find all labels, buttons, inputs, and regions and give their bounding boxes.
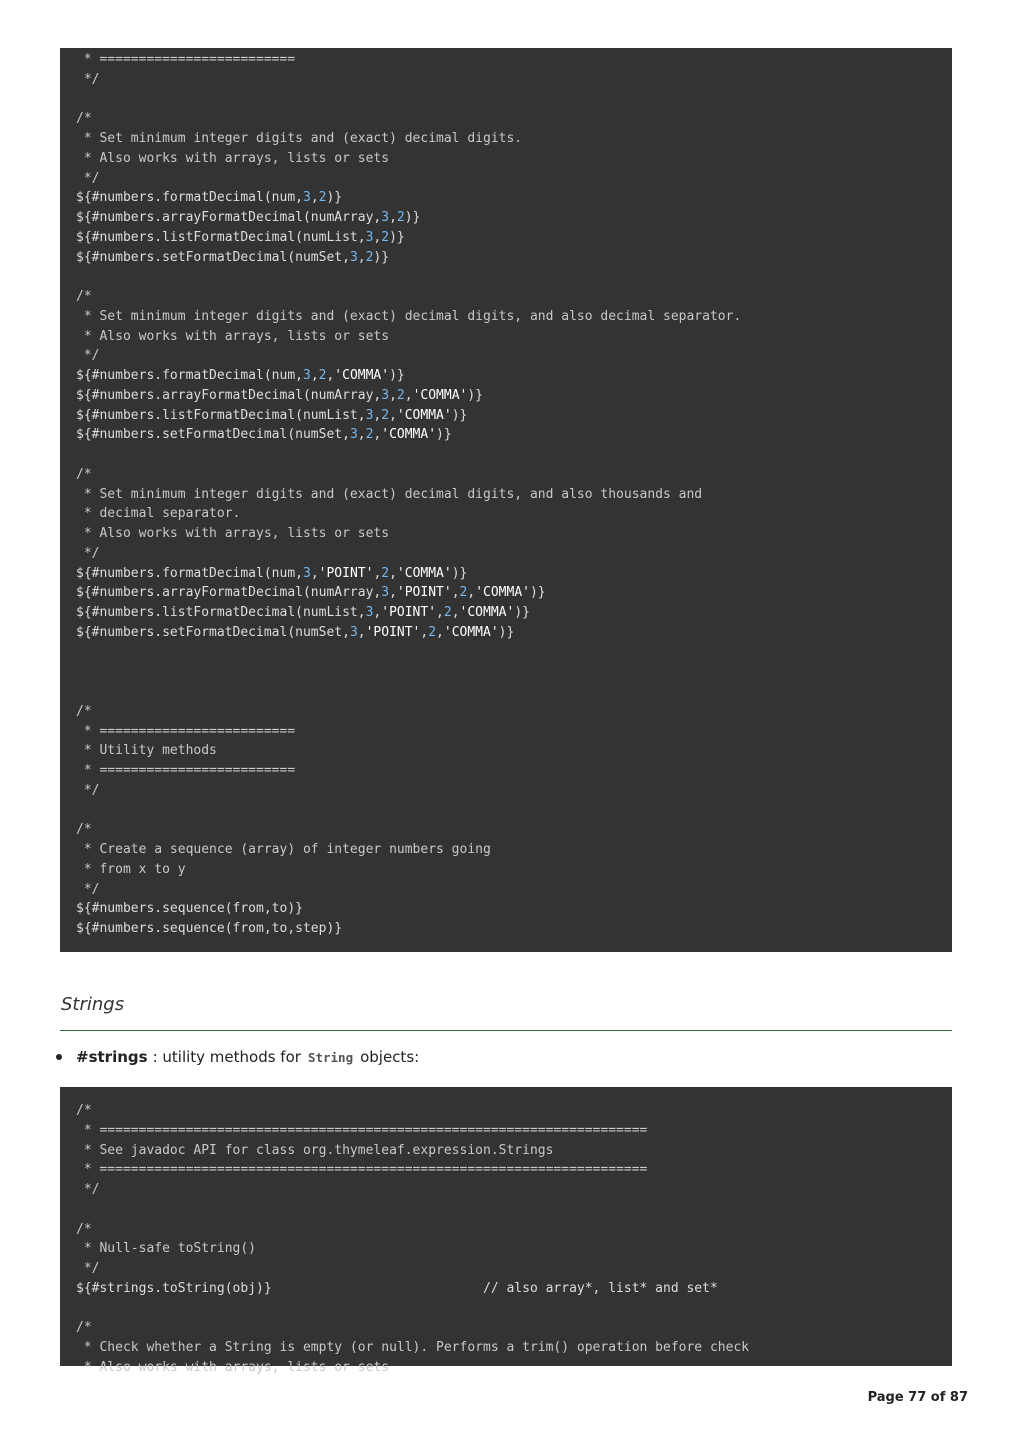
code-token: ${#numbers.formatDecimal(num, [76, 190, 303, 206]
section-divider [60, 1030, 952, 1031]
page-number: Page 77 of 87 [867, 1390, 968, 1405]
code-line [76, 524, 936, 544]
code-token: */ [76, 170, 100, 186]
code-token: * Check whether a String is empty (or null). Performs a trim() operation before check [76, 1340, 750, 1355]
code-token: */ [76, 881, 100, 897]
code-token: , [389, 387, 397, 403]
code-line [76, 425, 936, 445]
code-line [76, 840, 936, 860]
code-line [76, 307, 936, 327]
code-token: 'POINT' [381, 605, 437, 620]
code-token: * Set minimum integer digits and (exact) decimal digits, and also decimal separator. [76, 308, 742, 324]
code-line [76, 149, 936, 169]
code-line [76, 682, 936, 702]
code-token: 2 [381, 229, 390, 245]
code-line [76, 1259, 936, 1279]
code-token: 2 [365, 249, 374, 265]
code-token: ${#numbers.formatDecimal(num, [76, 368, 303, 383]
code-token: * ========================= [76, 52, 296, 67]
code-line [76, 346, 936, 366]
code-token: 3 [365, 605, 374, 620]
code-token: 3 [302, 368, 311, 383]
code-token: , [389, 565, 397, 581]
code-token: , [373, 407, 382, 423]
code-token: /* [76, 703, 92, 719]
code-line [76, 899, 936, 919]
code-line [76, 248, 936, 268]
code-token: 'POINT' [396, 585, 452, 601]
code-line [76, 50, 936, 70]
code-token: /* [76, 111, 92, 127]
code-token: ${#numbers.setFormatDecimal(numSet, [76, 427, 350, 443]
code-line [76, 366, 936, 386]
code-token: * Also works with arrays, lists or sets [76, 328, 390, 344]
code-token: , [357, 427, 366, 443]
code-line [76, 327, 936, 347]
code-token: , [389, 210, 397, 225]
code-token: 'POINT' [318, 565, 374, 581]
code-token: 2 [396, 210, 405, 225]
code-line [76, 662, 936, 682]
code-line [76, 485, 936, 505]
code-token: 'COMMA' [334, 368, 390, 383]
code-line [76, 445, 936, 465]
code-line [76, 208, 936, 228]
code-line [76, 722, 936, 742]
code-token: 2 [381, 407, 390, 423]
code-token: * ========================= [76, 723, 296, 739]
code-token: ${#numbers.sequence(from,to,step)} [76, 921, 343, 936]
code-line [76, 1160, 936, 1180]
code-line [76, 1220, 936, 1240]
code-line [76, 1358, 936, 1378]
code-token: ${#numbers.setFormatDecimal(numSet, [76, 249, 350, 265]
code-line [76, 1338, 936, 1358]
code-token: ${#numbers.setFormatDecimal(numSet, [76, 624, 350, 640]
code-line [76, 1121, 936, 1141]
code-token: 2 [318, 368, 327, 383]
code-token: ${#numbers.listFormatDecimal(numList, [76, 605, 366, 620]
code-token: , [451, 605, 460, 620]
bullet-inline-code: String [307, 1049, 354, 1065]
code-line [76, 406, 936, 426]
code-token: 3 [365, 229, 374, 245]
code-token: , [436, 605, 444, 620]
code-token: ${#numbers.sequence(from,to)} [76, 901, 303, 917]
bullet-text: : utility methods for [152, 1048, 301, 1066]
code-token: , [357, 249, 366, 265]
bullet-object-name: #strings [76, 1048, 148, 1066]
code-token: */ [76, 71, 100, 87]
code-token: , [373, 605, 382, 620]
code-token: , [357, 624, 366, 640]
code-token: /* [76, 822, 92, 838]
code-line [76, 1141, 936, 1161]
code-token: 3 [381, 387, 390, 403]
code-token: 2 [381, 565, 390, 581]
code-token: * Create a sequence (array) of integer numbers going [76, 842, 491, 857]
code-token: )} [451, 565, 468, 581]
code-line [76, 880, 936, 900]
code-line [76, 741, 936, 761]
bullet-item [56, 1047, 419, 1067]
code-token: * ====================================================================== [76, 1122, 648, 1138]
code-token: , [310, 565, 319, 581]
code-token: )} [498, 624, 515, 640]
code-token: , [467, 585, 476, 601]
code-token: )} [451, 407, 468, 423]
code-token: , [310, 190, 319, 206]
code-line [76, 564, 936, 584]
code-line [76, 465, 936, 485]
code-line [76, 820, 936, 840]
code-token: , [404, 387, 413, 403]
code-line [76, 228, 936, 248]
code-line [76, 504, 936, 524]
section-title: Strings [61, 994, 125, 1015]
code-token: 2 [365, 427, 374, 443]
code-token: */ [76, 348, 100, 364]
code-token: 3 [381, 210, 390, 225]
bullet-tail: objects: [360, 1048, 420, 1066]
code-token: ${#numbers.arrayFormatDecimal(numArray, [76, 585, 382, 601]
code-line [76, 267, 936, 287]
code-token: * decimal separator. [76, 506, 241, 522]
code-token: ${#numbers.arrayFormatDecimal(numArray, [76, 210, 382, 225]
code-line [76, 386, 936, 406]
code-token: */ [76, 782, 100, 798]
code-token: * Utility methods [76, 743, 217, 759]
code-token: 3 [302, 565, 311, 581]
code-token: )} [326, 190, 343, 206]
code-line [76, 169, 936, 189]
code-line [76, 603, 936, 623]
code-token: * Also works with arrays, lists or sets [76, 1359, 390, 1375]
code-lines [76, 1101, 936, 1378]
code-line [76, 583, 936, 603]
code-token: /* [76, 466, 92, 482]
code-token: , [373, 427, 382, 443]
code-token: )} [514, 605, 530, 620]
code-token: */ [76, 1182, 100, 1197]
code-token: )} [373, 249, 390, 265]
code-line [76, 1279, 936, 1299]
code-token: 'COMMA' [459, 605, 515, 620]
code-line [76, 544, 936, 564]
code-token: )} [529, 585, 546, 601]
code-token: * Null-safe toString() [76, 1241, 257, 1257]
code-token: */ [76, 1261, 100, 1276]
code-token: )} [467, 387, 484, 403]
code-token: , [373, 565, 382, 581]
code-token: 'COMMA' [412, 387, 468, 403]
code-token: 3 [349, 427, 358, 443]
code-token: 2 [443, 605, 452, 620]
code-token: 3 [381, 585, 390, 601]
code-line [76, 188, 936, 208]
code-token: 3 [365, 407, 374, 423]
code-line [76, 109, 936, 129]
code-token: , [436, 624, 444, 640]
code-token: 'COMMA' [396, 407, 452, 423]
code-line [76, 90, 936, 110]
code-token: * Set minimum integer digits and (exact) decimal digits, and also thousands and [76, 486, 703, 502]
code-token: ${#strings.toString(obj)} // also array*, list* and set* [76, 1280, 718, 1296]
code-line [76, 1180, 936, 1200]
code-token: 2 [318, 190, 327, 206]
bullet-icon [56, 1054, 62, 1060]
code-token: ${#numbers.listFormatDecimal(numList, [76, 229, 366, 245]
code-token: * See javadoc API for class org.thymeleaf.expression.Strings [76, 1142, 554, 1158]
code-line [76, 1101, 936, 1121]
code-line [76, 1200, 936, 1220]
code-token: * Also works with arrays, lists or sets [76, 150, 390, 166]
code-token: 2 [459, 585, 468, 601]
code-token: * ====================================================================== [76, 1162, 648, 1178]
code-token: , [373, 229, 382, 245]
code-token: * Set minimum integer digits and (exact) decimal digits. [76, 131, 523, 146]
code-token: , [310, 368, 319, 383]
code-token: )} [404, 210, 421, 225]
code-line [76, 919, 936, 939]
code-token: , [389, 407, 397, 423]
code-token: ${#numbers.listFormatDecimal(numList, [76, 407, 366, 423]
code-token: 2 [428, 624, 437, 640]
code-token: 3 [302, 190, 311, 206]
code-token: , [420, 624, 429, 640]
code-token: /* [76, 1221, 92, 1237]
code-line [76, 1299, 936, 1319]
code-line [76, 702, 936, 722]
code-token: * ========================= [76, 763, 296, 778]
code-token: 2 [396, 387, 405, 403]
code-token: )} [436, 427, 452, 443]
code-token: ${#numbers.arrayFormatDecimal(numArray, [76, 387, 382, 403]
code-token: ${#numbers.formatDecimal(num, [76, 565, 303, 581]
code-line [76, 643, 936, 663]
code-token: 3 [349, 249, 358, 265]
code-token: /* [76, 1103, 92, 1118]
code-token: )} [389, 368, 405, 383]
code-line [76, 129, 936, 149]
code-block-strings [60, 1087, 952, 1375]
code-token: /* [76, 1320, 92, 1336]
code-line [76, 761, 936, 781]
code-token: /* [76, 289, 92, 304]
code-token: * from x to y [76, 861, 186, 877]
code-line [76, 623, 936, 643]
code-line [76, 287, 936, 307]
code-token: 3 [349, 624, 358, 640]
code-line [76, 860, 936, 880]
code-lines [76, 50, 936, 939]
code-line [76, 1318, 936, 1338]
code-block-numbers [60, 48, 952, 952]
code-token: * Also works with arrays, lists or sets [76, 526, 390, 541]
code-line [76, 781, 936, 801]
code-line [76, 1239, 936, 1259]
code-token: 'COMMA' [396, 565, 452, 581]
code-line [76, 70, 936, 90]
code-token: 'COMMA' [443, 624, 499, 640]
code-token: )} [389, 229, 405, 245]
code-token: 'POINT' [365, 624, 421, 640]
code-line [76, 801, 936, 821]
code-token: , [389, 585, 397, 601]
code-token: , [451, 585, 460, 601]
code-token: 'COMMA' [381, 427, 437, 443]
code-token: 'COMMA' [475, 585, 530, 601]
code-token: */ [76, 545, 100, 561]
code-token: , [326, 368, 335, 383]
